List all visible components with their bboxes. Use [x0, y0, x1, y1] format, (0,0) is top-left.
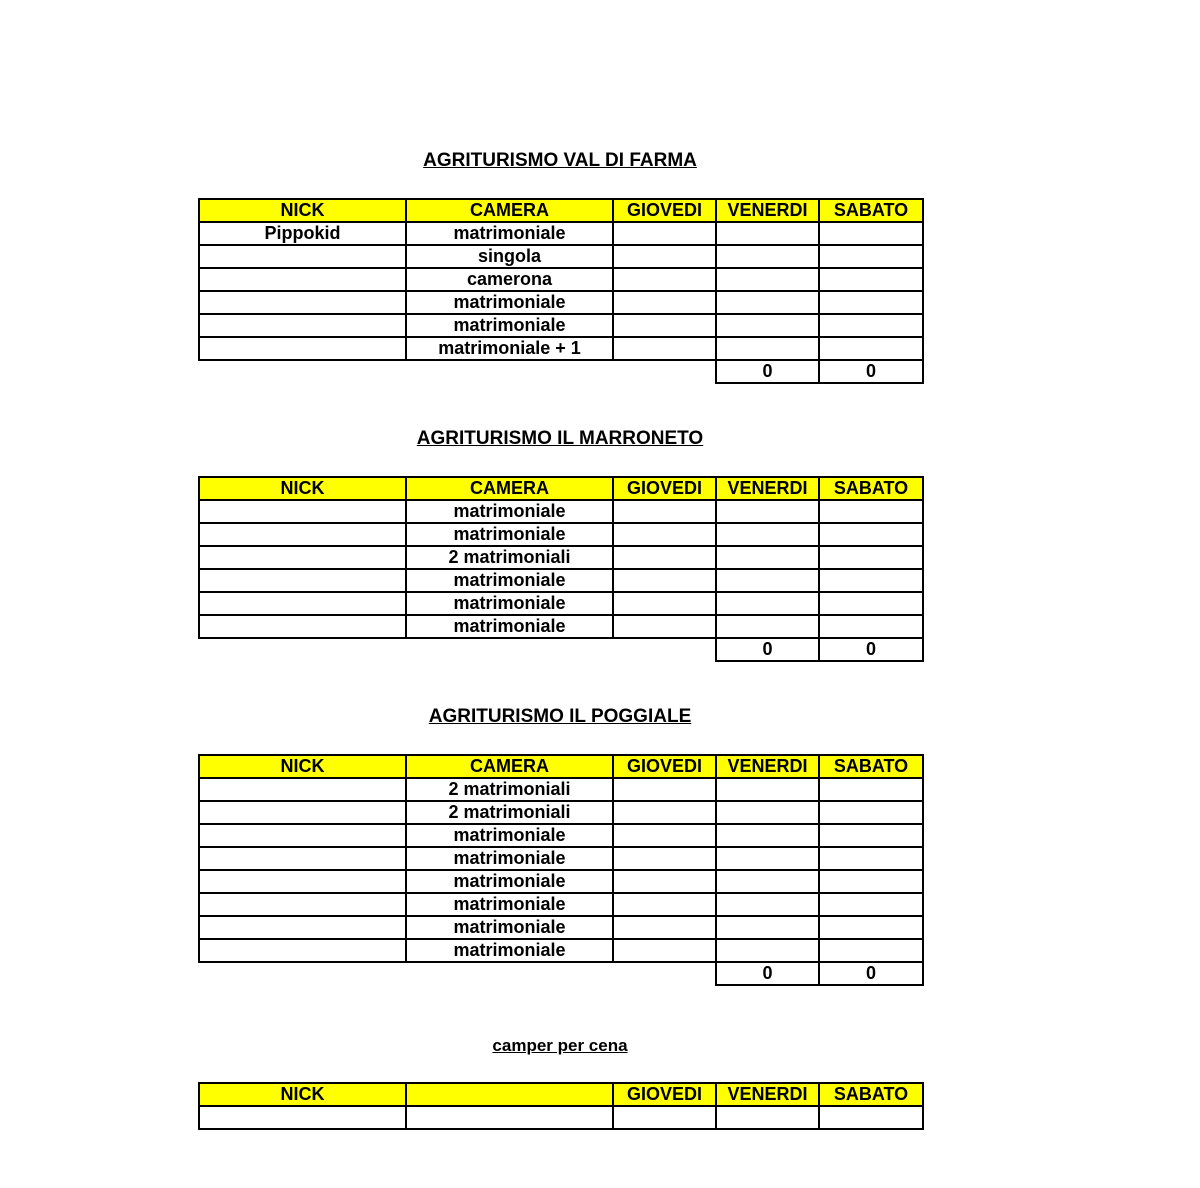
sabato-cell[interactable] — [819, 569, 923, 592]
venerdi-cell[interactable] — [716, 569, 819, 592]
table-row — [199, 615, 923, 638]
giovedi-header: GIOVEDI — [613, 477, 716, 500]
section-title-val-di-farma: AGRITURISMO VAL DI FARMA — [423, 150, 697, 171]
venerdi-cell[interactable] — [716, 870, 819, 893]
nick-header: NICK — [199, 199, 406, 222]
sabato-header: SABATO — [819, 477, 923, 500]
venerdi-cell[interactable] — [716, 824, 819, 847]
giovedi-cell[interactable] — [613, 870, 716, 893]
table-il-poggiale — [198, 754, 924, 986]
sabato-cell[interactable] — [819, 592, 923, 615]
giovedi-cell[interactable] — [613, 222, 716, 245]
nick-cell[interactable]: Pippokid — [199, 222, 406, 245]
venerdi-cell[interactable] — [716, 778, 819, 801]
camera-cell[interactable]: matrimoniale — [406, 222, 613, 245]
giovedi-cell[interactable] — [613, 1106, 716, 1129]
totals-row — [199, 962, 923, 985]
nick-cell[interactable] — [199, 778, 406, 801]
giovedi-cell[interactable] — [613, 569, 716, 592]
venerdi-cell[interactable] — [716, 847, 819, 870]
sabato-cell[interactable] — [819, 546, 923, 569]
table-row — [199, 1106, 923, 1129]
camera-cell[interactable]: matrimoniale — [406, 523, 613, 546]
giovedi-cell[interactable] — [613, 939, 716, 962]
nick-cell[interactable] — [199, 615, 406, 638]
table-val-di-farma — [198, 198, 924, 384]
nick-cell[interactable] — [199, 523, 406, 546]
giovedi-cell[interactable] — [613, 916, 716, 939]
sabato-header: SABATO — [819, 1083, 923, 1106]
table-row — [199, 523, 923, 546]
venerdi-cell[interactable] — [716, 615, 819, 638]
giovedi-cell[interactable] — [613, 592, 716, 615]
blank-cell — [613, 962, 716, 985]
nick-cell[interactable] — [199, 291, 406, 314]
sabato-cell[interactable] — [819, 222, 923, 245]
section-title-il-marroneto: AGRITURISMO IL MARRONETO — [416, 428, 704, 449]
sabato-cell[interactable] — [819, 615, 923, 638]
giovedi-cell[interactable] — [613, 523, 716, 546]
camera-cell[interactable]: matrimoniale — [406, 893, 613, 916]
nick-cell[interactable] — [199, 847, 406, 870]
table-row — [199, 847, 923, 870]
venerdi-cell[interactable] — [716, 939, 819, 962]
giovedi-cell[interactable] — [613, 778, 716, 801]
venerdi-cell[interactable] — [716, 916, 819, 939]
giovedi-cell[interactable] — [613, 291, 716, 314]
nick-cell[interactable] — [199, 1106, 406, 1129]
giovedi-header: GIOVEDI — [613, 755, 716, 778]
venerdi-header: VENERDI — [716, 199, 819, 222]
blank-cell — [406, 360, 613, 383]
table-row — [199, 778, 923, 801]
camera-cell[interactable] — [406, 1106, 613, 1129]
camera-cell[interactable]: matrimoniale — [406, 824, 613, 847]
sabato-cell[interactable] — [819, 245, 923, 268]
giovedi-cell[interactable] — [613, 824, 716, 847]
venerdi-header: VENERDI — [716, 755, 819, 778]
camera-cell[interactable]: 2 matrimoniali — [406, 546, 613, 569]
sabato-cell[interactable] — [819, 337, 923, 360]
venerdi-cell[interactable] — [716, 268, 819, 291]
table-row — [199, 824, 923, 847]
table-camper-per-cena — [198, 1082, 924, 1130]
table-row — [199, 500, 923, 523]
camera-cell[interactable]: singola — [406, 245, 613, 268]
table-row — [199, 291, 923, 314]
camera-cell[interactable]: matrimoniale — [406, 500, 613, 523]
blank-cell — [199, 360, 406, 383]
sabato-cell[interactable] — [819, 870, 923, 893]
blank-header — [406, 1083, 613, 1106]
sabato-cell[interactable] — [819, 801, 923, 824]
sabato-total: 0 — [819, 962, 923, 985]
blank-cell — [613, 638, 716, 661]
venerdi-cell[interactable] — [716, 801, 819, 824]
camera-cell[interactable]: matrimoniale — [406, 291, 613, 314]
venerdi-cell[interactable] — [716, 592, 819, 615]
giovedi-cell[interactable] — [613, 337, 716, 360]
blank-cell — [406, 962, 613, 985]
venerdi-cell[interactable] — [716, 546, 819, 569]
table-row — [199, 893, 923, 916]
venerdi-cell[interactable] — [716, 222, 819, 245]
table-row — [199, 546, 923, 569]
table-row — [199, 916, 923, 939]
camera-cell[interactable]: 2 matrimoniali — [406, 801, 613, 824]
nick-cell[interactable] — [199, 916, 406, 939]
sabato-total: 0 — [819, 638, 923, 661]
giovedi-cell[interactable] — [613, 268, 716, 291]
venerdi-header: VENERDI — [716, 477, 819, 500]
venerdi-total: 0 — [716, 962, 819, 985]
section-title-camper-per-cena: camper per cena — [492, 1036, 628, 1055]
camera-cell[interactable]: camerona — [406, 268, 613, 291]
giovedi-cell[interactable] — [613, 245, 716, 268]
nick-cell[interactable] — [199, 569, 406, 592]
venerdi-total: 0 — [716, 360, 819, 383]
camera-cell[interactable]: matrimoniale — [406, 939, 613, 962]
totals-row — [199, 360, 923, 383]
header-row — [199, 199, 923, 222]
nick-cell[interactable] — [199, 268, 406, 291]
giovedi-header: GIOVEDI — [613, 199, 716, 222]
table-row — [199, 569, 923, 592]
sabato-header: SABATO — [819, 199, 923, 222]
camera-cell[interactable]: matrimoniale — [406, 916, 613, 939]
blank-cell — [613, 360, 716, 383]
nick-header: NICK — [199, 1083, 406, 1106]
blank-cell — [199, 962, 406, 985]
giovedi-cell[interactable] — [613, 615, 716, 638]
table-il-marroneto — [198, 476, 924, 662]
nick-cell[interactable] — [199, 893, 406, 916]
totals-row — [199, 638, 923, 661]
camera-header: CAMERA — [406, 199, 613, 222]
nick-cell[interactable] — [199, 939, 406, 962]
table-row — [199, 245, 923, 268]
venerdi-cell[interactable] — [716, 314, 819, 337]
table-row — [199, 337, 923, 360]
camera-cell[interactable]: matrimoniale — [406, 847, 613, 870]
camera-header: CAMERA — [406, 755, 613, 778]
sabato-cell[interactable] — [819, 778, 923, 801]
sabato-cell[interactable] — [819, 500, 923, 523]
nick-cell[interactable] — [199, 592, 406, 615]
giovedi-cell[interactable] — [613, 801, 716, 824]
table-row — [199, 268, 923, 291]
venerdi-cell[interactable] — [716, 1106, 819, 1129]
sabato-cell[interactable] — [819, 893, 923, 916]
sabato-total: 0 — [819, 360, 923, 383]
nick-header: NICK — [199, 755, 406, 778]
giovedi-cell[interactable] — [613, 546, 716, 569]
nick-header: NICK — [199, 477, 406, 500]
sabato-cell[interactable] — [819, 847, 923, 870]
camera-cell[interactable]: matrimoniale — [406, 569, 613, 592]
nick-cell[interactable] — [199, 314, 406, 337]
giovedi-cell[interactable] — [613, 893, 716, 916]
table-row — [199, 870, 923, 893]
camera-cell[interactable]: matrimoniale — [406, 870, 613, 893]
nick-cell[interactable] — [199, 245, 406, 268]
table-row — [199, 801, 923, 824]
venerdi-cell[interactable] — [716, 245, 819, 268]
sabato-cell[interactable] — [819, 523, 923, 546]
header-row — [199, 755, 923, 778]
venerdi-cell[interactable] — [716, 500, 819, 523]
nick-cell[interactable] — [199, 801, 406, 824]
blank-cell — [406, 638, 613, 661]
nick-cell[interactable] — [199, 824, 406, 847]
nick-cell[interactable] — [199, 500, 406, 523]
camera-cell[interactable]: matrimoniale — [406, 314, 613, 337]
camera-cell[interactable]: 2 matrimoniali — [406, 778, 613, 801]
sabato-cell[interactable] — [819, 916, 923, 939]
venerdi-total: 0 — [716, 638, 819, 661]
sabato-cell[interactable] — [819, 939, 923, 962]
sabato-cell[interactable] — [819, 291, 923, 314]
giovedi-cell[interactable] — [613, 500, 716, 523]
sabato-cell[interactable] — [819, 314, 923, 337]
sabato-header: SABATO — [819, 755, 923, 778]
venerdi-cell[interactable] — [716, 291, 819, 314]
camera-cell[interactable]: matrimoniale — [406, 592, 613, 615]
venerdi-header: VENERDI — [716, 1083, 819, 1106]
table-row — [199, 939, 923, 962]
header-row — [199, 1083, 923, 1106]
header-row — [199, 477, 923, 500]
blank-cell — [199, 638, 406, 661]
nick-cell[interactable] — [199, 546, 406, 569]
venerdi-cell[interactable] — [716, 337, 819, 360]
sabato-cell[interactable] — [819, 268, 923, 291]
giovedi-cell[interactable] — [613, 314, 716, 337]
venerdi-cell[interactable] — [716, 523, 819, 546]
table-row — [199, 592, 923, 615]
sabato-cell[interactable] — [819, 824, 923, 847]
venerdi-cell[interactable] — [716, 893, 819, 916]
nick-cell[interactable] — [199, 870, 406, 893]
camera-header: CAMERA — [406, 477, 613, 500]
giovedi-header: GIOVEDI — [613, 1083, 716, 1106]
table-row — [199, 222, 923, 245]
table-row — [199, 314, 923, 337]
giovedi-cell[interactable] — [613, 847, 716, 870]
section-title-il-poggiale: AGRITURISMO IL POGGIALE — [428, 706, 692, 727]
sabato-cell[interactable] — [819, 1106, 923, 1129]
nick-cell[interactable] — [199, 337, 406, 360]
camera-cell[interactable]: matrimoniale — [406, 615, 613, 638]
camera-cell[interactable]: matrimoniale + 1 — [406, 337, 613, 360]
